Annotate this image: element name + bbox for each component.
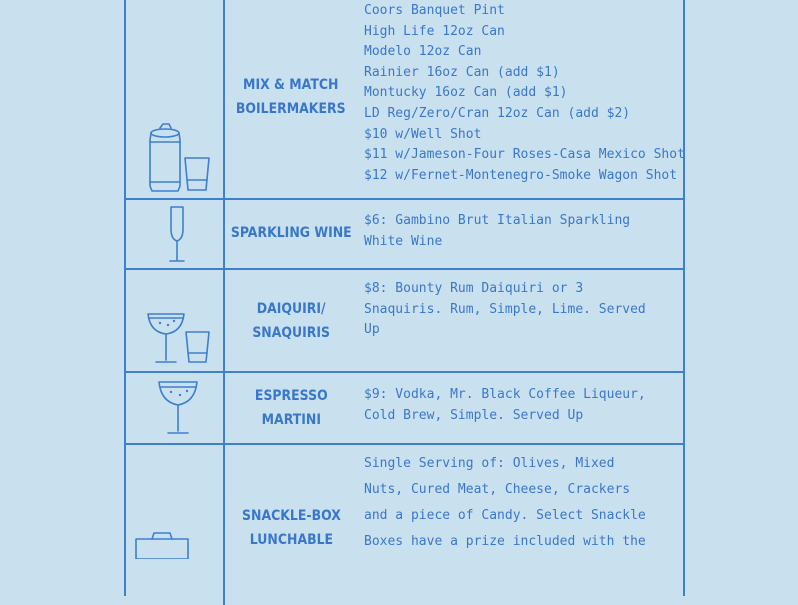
description-line: Single Serving of: Olives, Mixed <box>364 456 615 471</box>
item-description <box>364 211 679 252</box>
description-line: $12 w/Fernet-Montenegro-Smoke Wagon Shot <box>364 167 678 183</box>
description-line: $6: Gambino Brut Italian Sparkling <box>364 213 631 228</box>
coupe-and-shot-glass-icon <box>146 306 216 368</box>
description-line: LD Reg/Zero/Cran 12oz Can (add $2) <box>364 105 631 121</box>
icon-cell <box>126 445 225 605</box>
description-line: Montucky 16oz Can (add $1) <box>364 85 568 101</box>
description-line: $10 w/Well Shot <box>364 126 482 142</box>
description-line: High Life 12oz Can <box>364 23 505 39</box>
name-cell <box>225 0 357 198</box>
item-description <box>364 1 685 186</box>
description-line: $9: Vodka, Mr. Black Coffee Liqueur, <box>364 387 646 402</box>
drinks-menu-table <box>124 0 685 596</box>
description-line: Up <box>364 322 380 338</box>
snackle-box-icon <box>132 529 192 559</box>
description-line: Boxes have a prize included with the <box>364 534 646 549</box>
item-description <box>364 451 679 555</box>
item-description <box>364 385 679 426</box>
item-name: ESPRESSO MARTINI <box>254 388 328 428</box>
menu-row-boilermakers <box>126 0 683 200</box>
description-line: $11 w/Jameson-Four Roses-Casa Mexico Shot <box>364 147 685 163</box>
description-line: Modelo 12oz Can <box>364 44 482 60</box>
coupe-glass-icon <box>156 377 200 439</box>
icon-cell <box>126 373 225 443</box>
description-line: $8: Bounty Rum Daiquiri or 3 <box>364 281 584 296</box>
menu-row-snackle-box <box>126 445 683 605</box>
can-and-shot-glass-icon <box>144 120 214 200</box>
name-cell <box>225 373 357 443</box>
description-line: Snaquiris. Rum, Simple, Lime. Served <box>364 301 646 317</box>
description-line: and a piece of Candy. Select Snackle <box>364 508 646 523</box>
menu-row-sparkling-wine <box>126 198 683 270</box>
description-line: Rainier 16oz Can (add $1) <box>364 64 560 80</box>
description-line: White Wine <box>364 233 443 249</box>
name-cell <box>225 270 357 371</box>
item-name: MIX & MATCH BOILERMAKERS <box>236 77 346 117</box>
icon-cell <box>126 0 225 198</box>
description-line: Coors Banquet Pint <box>364 3 505 18</box>
champagne-flute-icon <box>162 203 192 265</box>
menu-row-daiquiri <box>126 270 683 373</box>
description-line: Cold Brew, Simple. Served Up <box>364 407 584 423</box>
icon-cell <box>126 198 225 268</box>
icon-cell <box>126 270 225 371</box>
item-name: DAIQUIRI/ SNAQUIRIS <box>252 300 330 341</box>
menu-row-espresso-martini <box>126 373 683 445</box>
item-name: SNACKLE-BOX LUNCHABLE <box>241 508 341 548</box>
name-cell <box>225 198 357 268</box>
item-name: SPARKLING WINE <box>230 225 352 241</box>
item-description <box>364 279 679 341</box>
description-line: Nuts, Cured Meat, Cheese, Crackers <box>364 482 631 497</box>
